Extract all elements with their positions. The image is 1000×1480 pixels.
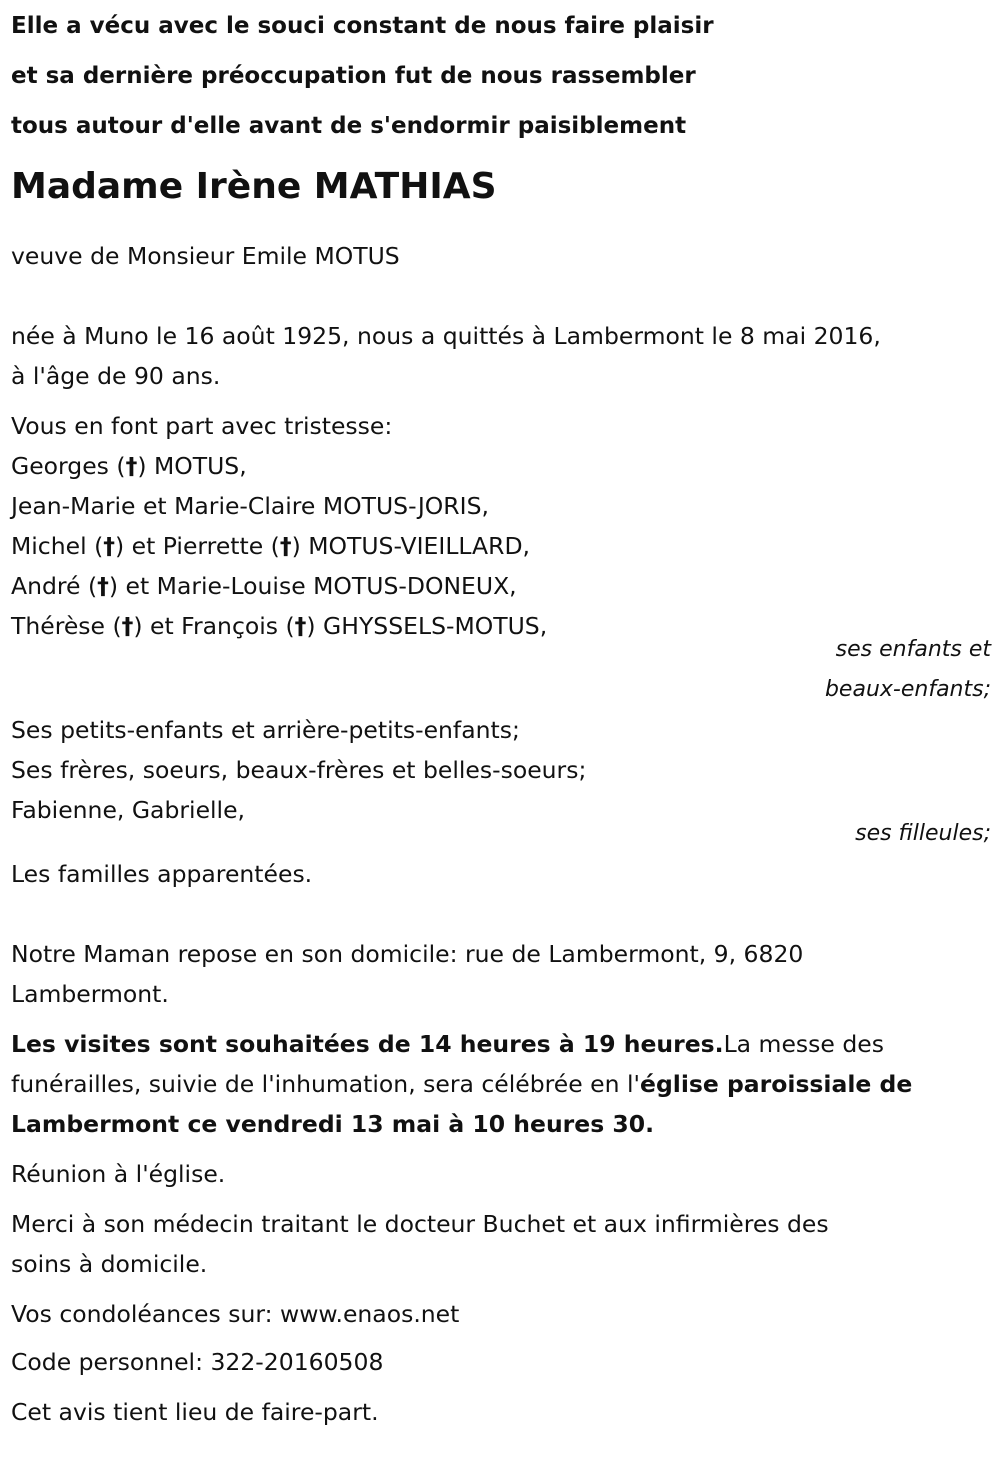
mass-line [11, 1064, 991, 1104]
personal-code: Code personnel: 322-20160508 [11, 1348, 384, 1376]
cross-icon: † [294, 612, 307, 640]
child-michel [11, 526, 991, 566]
rest-place-line: Notre Maman repose en son domicile: rue de Lambermont, 9, 6820 [11, 940, 804, 968]
cross-icon: † [125, 452, 138, 480]
epitaph-line: tous autour d'elle avant de s'endormir paisiblement [11, 113, 687, 139]
child-name: André ( [11, 572, 98, 600]
goddaughters-role: ses filleules; [855, 821, 991, 846]
mass-intro: La messe des [723, 1030, 884, 1058]
child-surname: ) GHYSSELS-MOTUS, [306, 612, 548, 640]
child-surname: ) MOTUS-VIEILLARD, [291, 532, 531, 560]
thanks-line: Merci à son médecin traitant le docteur Buchet et aux infirmières des [11, 1210, 829, 1238]
rest-place [11, 934, 991, 1014]
child-jean-marie: Jean-Marie et Marie-Claire MOTUS-JORIS, [11, 492, 489, 520]
child-surname: ) et Marie-Louise MOTUS-DONEUX, [108, 572, 517, 600]
obituary-notice [11, 0, 991, 1432]
children-role-1: ses enfants et [835, 637, 991, 662]
child-name: Thérèse ( [11, 612, 122, 640]
spouse-line: veuve de Monsieur Emile MOTUS [11, 242, 400, 270]
birth-death-line: née à Muno le 16 août 1925, nous a quittés à Lambermont le 8 mai 2016, [11, 322, 881, 350]
child-name: Georges ( [11, 452, 126, 480]
epitaph-line: Elle a vécu avec le souci constant de nous faire plaisir [11, 13, 714, 39]
visits-line [11, 1024, 991, 1064]
cross-icon: † [279, 532, 292, 560]
deceased-name: Madame Irène MATHIAS [11, 166, 497, 207]
child-andre [11, 566, 991, 606]
spouse-name: ) et François ( [133, 612, 295, 640]
siblings-line: Ses frères, soeurs, beaux-frères et belles-soeurs; [11, 756, 587, 784]
notice-line: Cet avis tient lieu de faire-part. [11, 1398, 379, 1426]
visits-and-mass [11, 1024, 991, 1144]
epitaph-line: et sa dernière préoccupation fut de nous rassembler [11, 63, 696, 89]
condolences-line: Vos condoléances sur: www.enaos.net [11, 1300, 460, 1328]
meeting-line: Réunion à l'église. [11, 1160, 226, 1188]
cross-icon: † [103, 532, 115, 560]
child-georges [11, 446, 991, 486]
child-surname: ) MOTUS, [137, 452, 247, 480]
funeral-date: Lambermont ce vendredi 13 mai à 10 heures 30. [11, 1110, 655, 1138]
cross-icon: † [97, 572, 109, 600]
thanks-line: soins à domicile. [11, 1250, 208, 1278]
thanks [11, 1204, 991, 1284]
child-name: Michel ( [11, 532, 104, 560]
epitaph [11, 1, 991, 151]
children-role-2: beaux-enfants; [824, 677, 991, 702]
spouse-name: ) et Pierrette ( [115, 532, 280, 560]
families-line: Les familles apparentées. [11, 860, 313, 888]
visits-hours: Les visites sont souhaitées de 14 heures à 19 heures. [11, 1030, 724, 1058]
cross-icon: † [121, 612, 134, 640]
age-line: à l'âge de 90 ans. [11, 362, 221, 390]
rest-place-town: Lambermont. [11, 980, 169, 1008]
birth-death-info [11, 316, 991, 396]
mass-details: funérailles, suivie de l'inhumation, sera célébrée en l' [11, 1070, 640, 1098]
announcement-intro: Vous en font part avec tristesse: [11, 412, 393, 440]
grandchildren-line: Ses petits-enfants et arrière-petits-enfants; [11, 716, 520, 744]
church-name: église paroissiale de [640, 1070, 913, 1098]
family-announcement [11, 406, 991, 894]
goddaughters-names: Fabienne, Gabrielle, [11, 796, 246, 824]
